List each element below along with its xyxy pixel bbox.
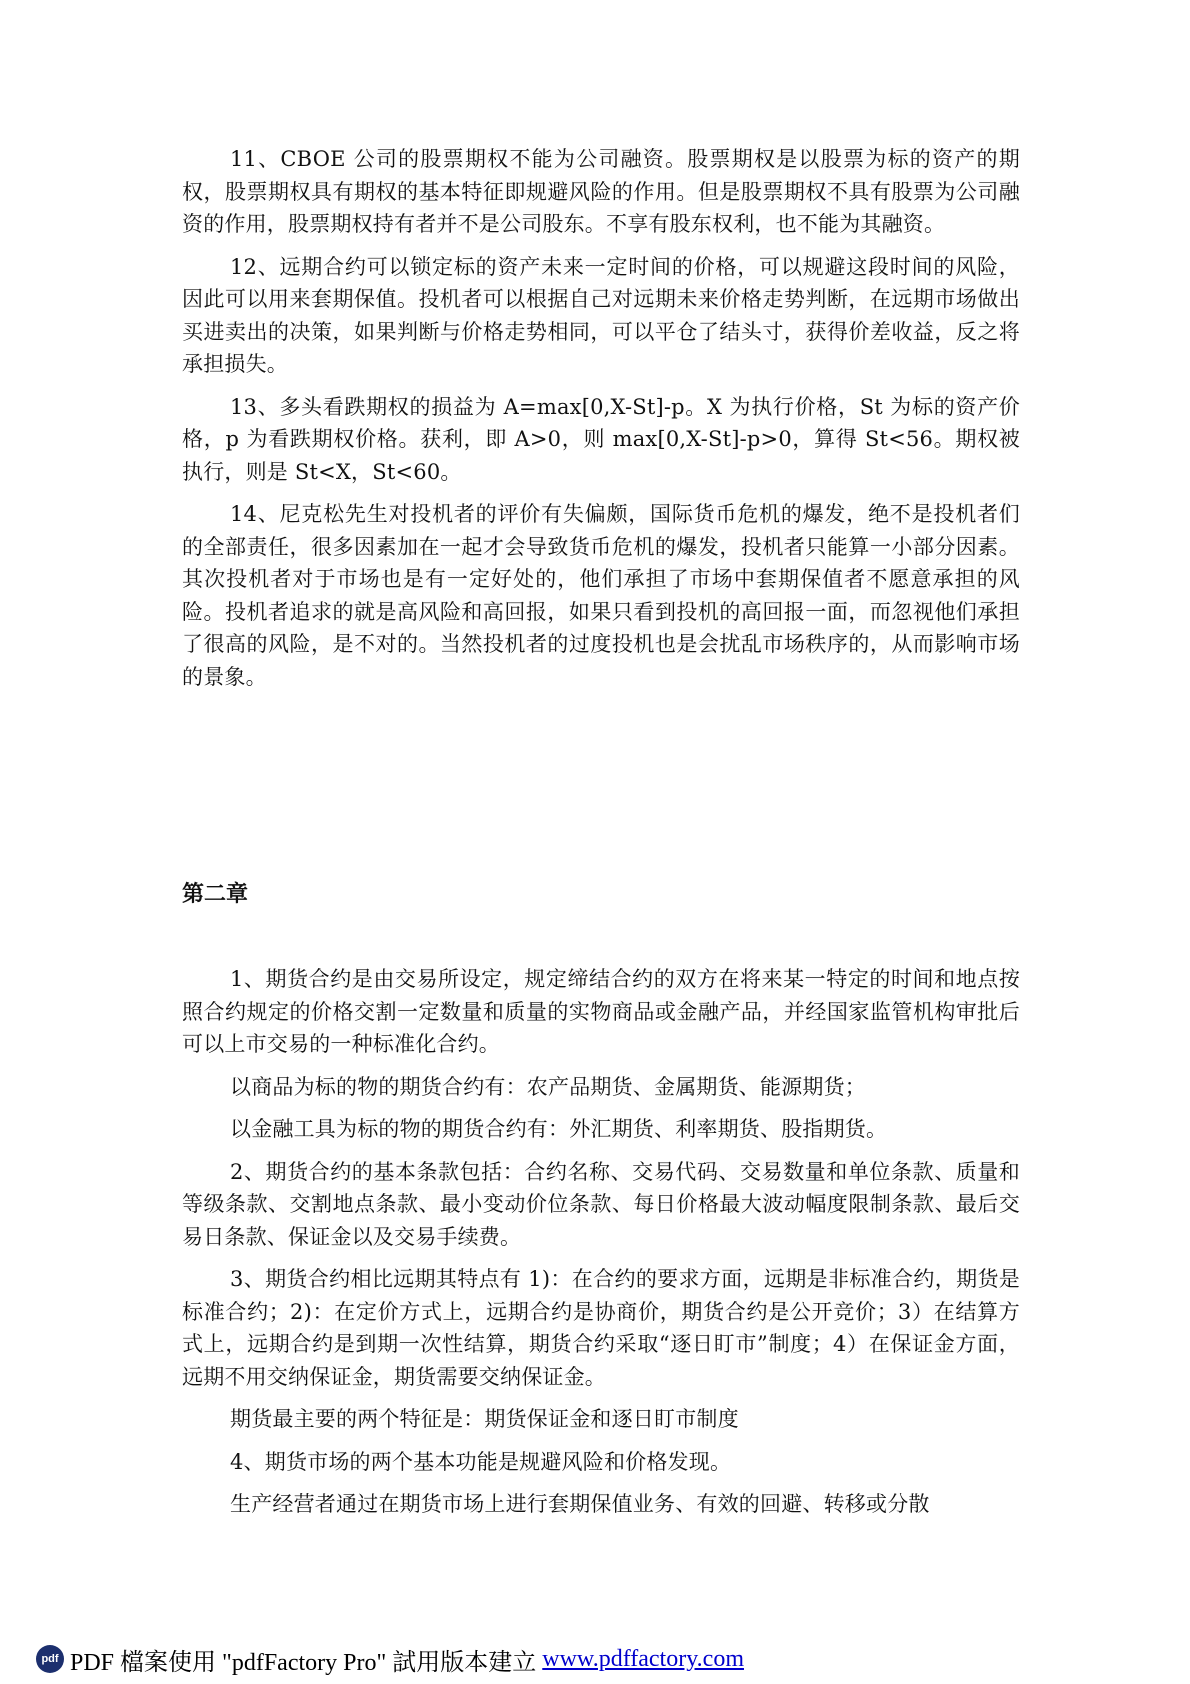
footer-text: PDF 檔案使用 "pdfFactory Pro" 試用版本建立 (70, 1649, 537, 1676)
paragraph-12: 12、远期合约可以锁定标的资产未来一定时间的价格，可以规避这段时间的风险，因此可以用来套期保值。投机者可以根据自己对远期未来价格走势判断，在远期市场做出买进卖出的决策，如果判断与价格走势相同，可以平仓了结头寸，获得价差收益，反之将承担损失。 (182, 254, 1020, 376)
paragraph-14: 14、尼克松先生对投机者的评价有失偏颇，国际货币危机的爆发，绝不是投机者们的全部责任，很多因素加在一起才会导致货币危机的爆发，投机者只能算一小部分因素。其次投机者对于市场也是有一定好处的，他们承担了市场中套期保值者不愿意承担的风险。投机者追求的就是高风险和高回报，如果只看到投机的高回报一面，而忽视他们承担了很高的风险，是不对的。当然投机者的过度投机也是会扰乱市场秩序的，从而影响市场的景象。 (182, 502, 1020, 689)
paragraph-11: 11、CBOE 公司的股票期权不能为公司融资。股票期权是以股票为标的资产的期权，股票期权具有期权的基本特征即规避风险的作用。但是股票期权不具有股票为公司融资的作用，股票期权持有者并不是公司股东。不享有股东权利，也不能为其融资。 (182, 147, 1020, 236)
paragraph-ch2-financial-futures: 以金融工具为标的物的期货合约有：外汇期货、利率期货、股指期货。 (230, 1117, 888, 1141)
paragraph-13: 13、多头看跌期权的损益为 A=max[0,X-St]-p。X 为执行价格，St 为标的资产价格，p 为看跌期权价格。获利，即 A>0，则 max[0,X-St]-p>0，算得 St<56。期权被执行，则是 St<X，St<60。 (182, 394, 1020, 484)
pdffactory-link[interactable]: www.pdffactory.com (542, 1645, 744, 1672)
document-body-chapter-2 (182, 963, 1020, 1531)
chapter-heading: 第二章 (182, 882, 249, 907)
pdffactory-logo-icon: pdf (36, 1645, 64, 1673)
pdf-watermark-footer (36, 1641, 744, 1677)
paragraph-ch2-hedging: 生产经营者通过在期货市场上进行套期保值业务、有效的回避、转移或分散 (230, 1492, 930, 1516)
paragraph-ch2-main-features: 期货最主要的两个特征是：期货保证金和逐日盯市制度 (230, 1407, 739, 1431)
paragraph-ch2-3: 3、期货合约相比远期其特点有 1)：在合约的要求方面，远期是非标准合约，期货是标准合约；2)：在定价方式上，远期合约是协商价，期货合约是公开竞价；3）在结算方式上，远期合约是到期一次性结算，期货合约采取“逐日盯市”制度；4）在保证金方面，远期不用交纳保证金，期货需要交纳保证金。 (182, 1267, 1020, 1389)
paragraph-ch2-2: 2、期货合约的基本条款包括：合约名称、交易代码、交易数量和单位条款、质量和等级条款、交割地点条款、最小变动价位条款、每日价格最大波动幅度限制条款、最后交易日条款、保证金以及交易手续费。 (182, 1159, 1020, 1249)
paragraph-ch2-4: 4、期货市场的两个基本功能是规避风险和价格发现。 (230, 1449, 732, 1474)
document-body-section-1 (182, 143, 1020, 703)
paragraph-ch2-commodity-futures: 以商品为标的物的期货合约有：农产品期货、金属期货、能源期货； (230, 1074, 866, 1099)
paragraph-ch2-1: 1、期货合约是由交易所设定，规定缔结合约的双方在将来某一特定的时间和地点按照合约规定的价格交割一定数量和质量的实物商品或金融产品，并经国家监管机构审批后可以上市交易的一种标准化合约。 (182, 967, 1020, 1056)
